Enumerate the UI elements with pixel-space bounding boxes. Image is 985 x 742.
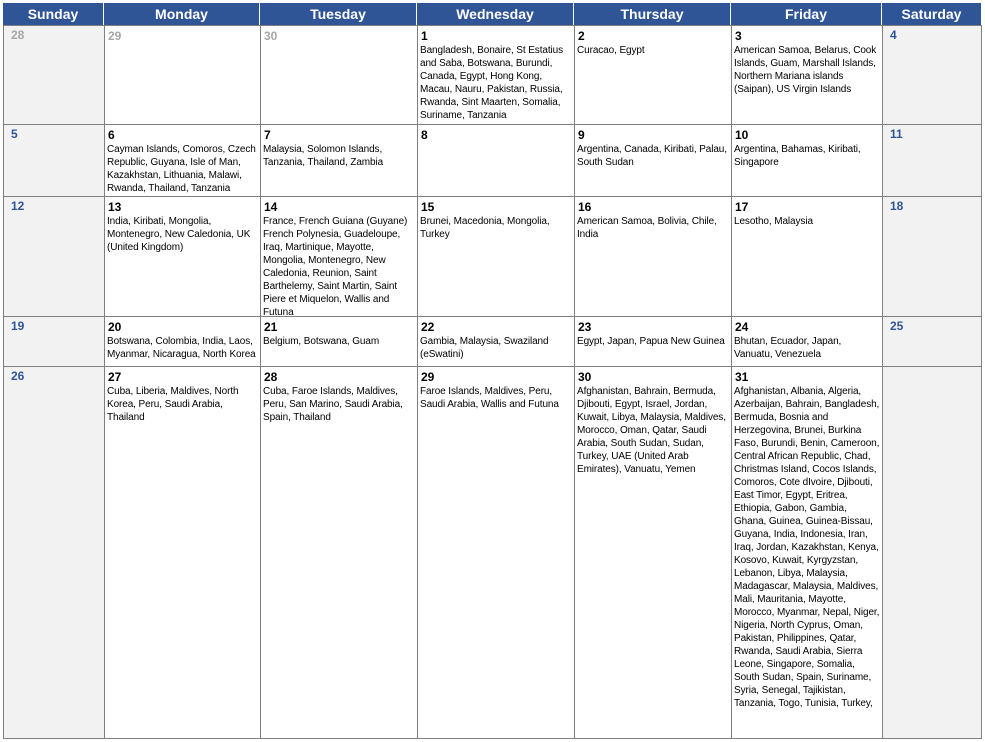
holiday-list: Afghanistan, Bahrain, Bermuda, Djibouti, Egypt, Israel, Jordan, Kuwait, Libya, Malaysia, Maldives, Morocco, Oman, Qatar, Saudi Arabia, South Sudan, Sudan, Turkey, UAE (United Arab Emirates), Vanuatu, Yemen xyxy=(577,386,726,475)
day-number: 24 xyxy=(735,320,749,334)
grid-line-vertical xyxy=(574,25,575,739)
day-cell[interactable] xyxy=(260,25,417,124)
grid-line-horizontal xyxy=(3,124,982,125)
holiday-list: Curacao, Egypt xyxy=(577,45,645,56)
day-number: 7 xyxy=(264,128,271,142)
holiday-list: Lesotho, Malaysia xyxy=(734,216,813,227)
day-number: 6 xyxy=(108,128,115,142)
day-number: 14 xyxy=(264,200,278,214)
holiday-list: Cuba, Liberia, Maldives, North Korea, Peru, Saudi Arabia, Thailand xyxy=(107,386,239,423)
grid-line-horizontal xyxy=(3,366,982,367)
day-number: 5 xyxy=(11,127,18,141)
day-number: 30 xyxy=(578,370,592,384)
day-cell[interactable] xyxy=(104,196,260,316)
grid-line-vertical xyxy=(260,25,261,739)
day-cell[interactable] xyxy=(104,124,260,196)
day-number: 13 xyxy=(108,200,122,214)
grid-line-vertical xyxy=(981,25,982,739)
day-cell[interactable] xyxy=(882,316,982,366)
holiday-list: Argentina, Bahamas, Kiribati, Singapore xyxy=(734,144,861,168)
holiday-list xyxy=(107,44,258,124)
day-number: 2 xyxy=(578,29,585,43)
day-cell[interactable] xyxy=(417,124,574,196)
day-number: 23 xyxy=(578,320,592,334)
weekday-header: Monday xyxy=(104,3,260,25)
day-number: 28 xyxy=(264,370,278,384)
day-number: 3 xyxy=(735,29,742,43)
grid-line-horizontal xyxy=(3,316,982,317)
day-cell[interactable] xyxy=(260,366,417,739)
day-cell[interactable] xyxy=(3,25,104,124)
day-cell[interactable] xyxy=(260,196,417,316)
day-cell[interactable] xyxy=(260,124,417,196)
day-cell[interactable] xyxy=(3,124,104,196)
holiday-list: Afghanistan, Albania, Algeria, Azerbaijan, Bahrain, Bangladesh, Bermuda, Bosnia and Herzegovina, Brunei, Burkina Faso, Burundi, Benin, Cameroon, Central African Republic, Chad, Christmas Island, Cocos Islands, Comoros, Cote dIvoire, Djibouti, East Timor, Egypt, Eritrea, Ethiopia, Gabon, Gambia, Ghana, Guinea, Guinea-Bissau, Guyana, India, Indonesia, Iran, Iraq, Jordan, Kazakhstan, Kenya, Kosovo, Kuwait, Kyrgyzstan, Lebanon, Libya, Malaysia, Madagascar, Malaysia, Maldives, Mali, Mauritania, Mayotte, Morocco, Myanmar, Nepal, Niger, Nigeria, North Cyprus, Oman, Pakistan, Philippines, Qatar, Rwanda, Saudi Arabia, Sierra Leone, Singapore, Somalia, South Sudan, Spain, Suriname, Syria, Senegal, Tajikistan, Tanzania, Togo, Tunisia, Turkey, xyxy=(734,386,880,709)
day-cell[interactable] xyxy=(882,25,982,124)
day-cell[interactable] xyxy=(417,316,574,366)
day-number: 27 xyxy=(108,370,122,384)
day-number: 18 xyxy=(890,199,904,213)
grid-line-horizontal xyxy=(3,196,982,197)
day-cell[interactable] xyxy=(731,316,882,366)
grid-line-vertical xyxy=(731,25,732,739)
day-cell[interactable] xyxy=(574,196,731,316)
day-number: 30 xyxy=(264,29,278,43)
day-cell[interactable] xyxy=(731,196,882,316)
grid-line-horizontal xyxy=(3,738,982,739)
holiday-list: Cayman Islands, Comoros, Czech Republic, Guyana, Isle of Man, Kazakhstan, Lithuania, Malawi, Rwanda, Thailand, Tanzania xyxy=(107,144,256,194)
grid-line-horizontal xyxy=(3,25,982,26)
grid-line-vertical xyxy=(882,25,883,739)
day-cell[interactable] xyxy=(574,316,731,366)
holiday-list: American Samoa, Belarus, Cook Islands, Guam, Marshall Islands, Northern Mariana islands (Saipan), US Virgin Islands xyxy=(734,45,877,95)
weekday-header: Saturday xyxy=(882,3,982,25)
weekday-header: Sunday xyxy=(3,3,104,25)
weekday-header: Friday xyxy=(731,3,882,25)
holiday-list xyxy=(263,44,415,124)
day-number: 15 xyxy=(421,200,435,214)
grid-line-vertical xyxy=(417,25,418,739)
day-cell[interactable] xyxy=(882,124,982,196)
day-number: 26 xyxy=(11,369,25,383)
weekday-header: Thursday xyxy=(574,3,731,25)
holiday-list: Botswana, Colombia, India, Laos, Myanmar, Nicaragua, North Korea xyxy=(107,336,256,360)
day-number: 17 xyxy=(735,200,749,214)
holiday-list: Faroe Islands, Maldives, Peru, Saudi Arabia, Wallis and Futuna xyxy=(420,386,559,410)
holiday-list: Bhutan, Ecuador, Japan, Vanuatu, Venezuela xyxy=(734,336,842,360)
day-number: 31 xyxy=(735,370,749,384)
day-cell[interactable] xyxy=(3,316,104,366)
holiday-list: Malaysia, Solomon Islands, Tanzania, Thailand, Zambia xyxy=(263,144,384,168)
day-number: 19 xyxy=(11,319,25,333)
day-cell[interactable] xyxy=(104,25,260,124)
day-number: 16 xyxy=(578,200,592,214)
holiday-list: Egypt, Japan, Papua New Guinea xyxy=(577,336,725,347)
holiday-list: Belgium, Botswana, Guam xyxy=(263,336,380,347)
day-number: 12 xyxy=(11,199,25,213)
day-cell[interactable] xyxy=(882,366,982,739)
day-number: 29 xyxy=(108,29,122,43)
day-cell[interactable] xyxy=(731,366,882,739)
day-number: 10 xyxy=(735,128,749,142)
holiday-list: Gambia, Malaysia, Swaziland (eSwatini) xyxy=(420,336,549,360)
day-number: 29 xyxy=(421,370,435,384)
day-cell[interactable] xyxy=(574,25,731,124)
day-cell[interactable] xyxy=(574,124,731,196)
day-number: 20 xyxy=(108,320,122,334)
day-cell[interactable] xyxy=(731,124,882,196)
holiday-list: Bangladesh, Bonaire, St Estatius and Saba, Botswana, Burundi, Canada, Egypt, Hong Kong, Macau, Nauru, Pakistan, Russia, Rwanda, Sint Maarten, Somalia, Suriname, Tanzania xyxy=(420,45,564,121)
day-cell[interactable] xyxy=(104,366,260,739)
day-cell[interactable] xyxy=(260,316,417,366)
day-number: 28 xyxy=(11,28,25,42)
holiday-list: Argentina, Canada, Kiribati, Palau, South Sudan xyxy=(577,144,727,168)
weekday-header: Tuesday xyxy=(260,3,417,25)
day-number: 21 xyxy=(264,320,278,334)
day-cell[interactable] xyxy=(104,316,260,366)
day-cell[interactable] xyxy=(574,366,731,739)
holiday-list: American Samoa, Bolivia, Chile, India xyxy=(577,216,717,240)
day-number: 1 xyxy=(421,29,428,43)
day-number: 25 xyxy=(890,319,904,333)
day-cell[interactable] xyxy=(882,196,982,316)
day-cell[interactable] xyxy=(417,196,574,316)
day-number: 4 xyxy=(890,28,897,42)
day-cell[interactable] xyxy=(417,366,574,739)
day-number: 11 xyxy=(890,127,903,141)
weekday-header: Wednesday xyxy=(417,3,574,25)
day-number: 8 xyxy=(421,128,428,142)
holiday-list xyxy=(420,143,572,196)
day-cell[interactable] xyxy=(417,25,574,124)
holiday-list: Brunei, Macedonia, Mongolia, Turkey xyxy=(420,216,550,240)
day-cell[interactable] xyxy=(731,25,882,124)
grid-line-vertical xyxy=(3,25,4,739)
day-number: 9 xyxy=(578,128,585,142)
grid-line-vertical xyxy=(104,25,105,739)
day-cell[interactable] xyxy=(3,196,104,316)
day-cell[interactable] xyxy=(3,366,104,739)
day-number: 22 xyxy=(421,320,435,334)
holiday-list: India, Kiribati, Mongolia, Montenegro, New Caledonia, UK (United Kingdom) xyxy=(107,216,251,253)
holiday-list: Cuba, Faroe Islands, Maldives, Peru, San Marino, Saudi Arabia, Spain, Thailand xyxy=(263,386,403,423)
holiday-list: France, French Guiana (Guyane) French Polynesia, Guadeloupe, Iraq, Martinique, Mayotte, Mongolia, Montenegro, New Caledonia, Reunion, Saint Barthelemy, Saint Martin, Saint Piere et Miquelon, Wallis and Futuna xyxy=(263,216,408,316)
